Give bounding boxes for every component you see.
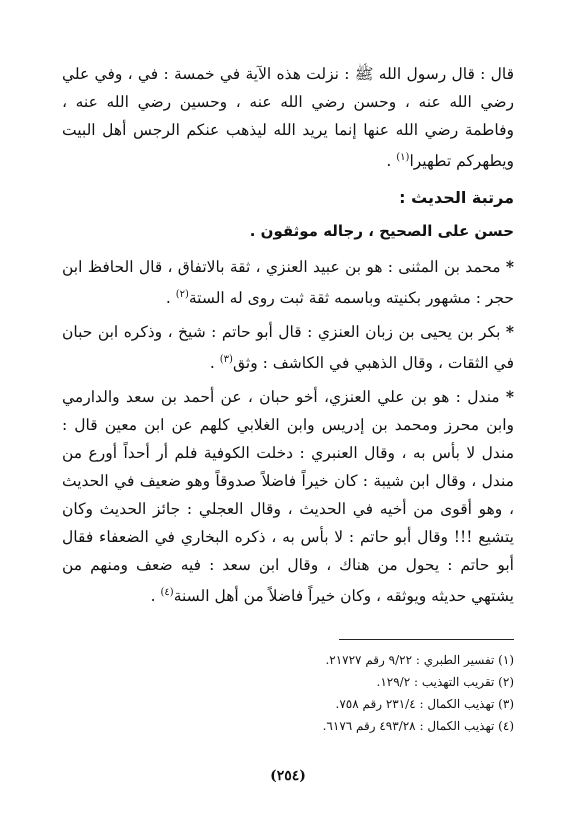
footnote-2: (٢) تقريب التهذيب : ١٢٩/٢. bbox=[376, 675, 514, 689]
document-page bbox=[62, 52, 514, 792]
narrator-paragraph-1 bbox=[62, 253, 514, 312]
footnote-ref-2[interactable]: (٢) bbox=[175, 289, 189, 301]
footnote-1: (١) تفسير الطبري : ٩/٢٢ رقم ٢١٧٢٧. bbox=[325, 653, 514, 667]
intro-text-start: قال : قال رسول الله bbox=[378, 65, 514, 83]
bullet-star: * bbox=[505, 387, 514, 407]
footnote-ref-4[interactable]: (٤) bbox=[160, 587, 174, 599]
page-number: (٢٥٤) bbox=[270, 768, 306, 784]
footnote-3: (٣) تهذيب الكمال : ٢٣١/٤ رقم ٧٥٨. bbox=[335, 697, 514, 711]
footnote-divider bbox=[339, 639, 514, 640]
bullet-star: * bbox=[505, 257, 514, 277]
narrator-paragraph-3 bbox=[62, 383, 514, 610]
hadith-verdict: حسن على الصحيح ، رجاله موثقون . bbox=[249, 222, 514, 241]
narrator-end: . bbox=[165, 289, 176, 308]
salutation-glyph: ﷺ bbox=[354, 65, 374, 83]
narrator-text: مندل : هو بن علي العنزي، أخو حبان ، عن أحمد بن سعد والدارمي وابن محرز ومحمد بن إدريس وابن الغلابي كلهم عن ابن معين قال : مندل لا بأس به ، وقال العنبري : دخلت الكوفية فلم أر أحداً أورع من مندل ، وقال ابن شيبة : كان خيراً فاضلاً صدوقاً وهو ضعيف في الحديث ، وهو أقوى من أخيه في الحديث ، وقال العجلي : جائز الحديث وكان يتشيع !!! وقال أبو حاتم : لا بأس به ، ذكره البخاري في الضعفاء فقال أبو حاتم : يحول من هناك ، وقال ابن سعد : فيه ضعف ومنهم من يشتهي حديثه ويوثقه ، وكان خيراً فاضلاً من أهل السنة bbox=[62, 388, 514, 606]
intro-text-body: : نزلت هذه الآية في خمسة : في ، وفي علي رضي الله عنه ، وحسن رضي الله عنه ، وحسين رضي الله عنه ، وفاطمة رضي الله عنها إنما يريد الله ليذهب عنكم الرجس أهل البيت ويطهركم تطهيرا bbox=[62, 65, 514, 171]
bullet-star: * bbox=[505, 322, 514, 342]
footnote-ref-3[interactable]: (٣) bbox=[219, 354, 233, 366]
footnote-ref-1[interactable]: (١) bbox=[396, 152, 410, 163]
narrator-paragraph-2 bbox=[62, 318, 514, 377]
section-heading: مرتبة الحديث : bbox=[399, 188, 514, 208]
narrator-text: محمد بن المثنى : هو بن عبيد العنزي ، ثقة بالاتفاق ، قال الحافظ ابن حجر : مشهور بكنيته وباسمه ثقة ثبت روى له الستة bbox=[62, 258, 514, 308]
narrator-text: بكر بن يحيى بن زبان العنزي : قال أبو حاتم : شيخ ، وذكره ابن حبان في الثقات ، وقال الذهبي في الكاشف : وثق bbox=[62, 323, 514, 373]
intro-text-end: . bbox=[386, 152, 397, 171]
narrator-end: . bbox=[209, 354, 220, 373]
narrator-end: . bbox=[150, 587, 161, 606]
footnotes-list bbox=[62, 649, 514, 737]
footnote-4: (٤) تهذيب الكمال : ٤٩٣/٢٨ رقم ٦١٧٦. bbox=[322, 719, 514, 733]
intro-paragraph bbox=[62, 60, 514, 175]
